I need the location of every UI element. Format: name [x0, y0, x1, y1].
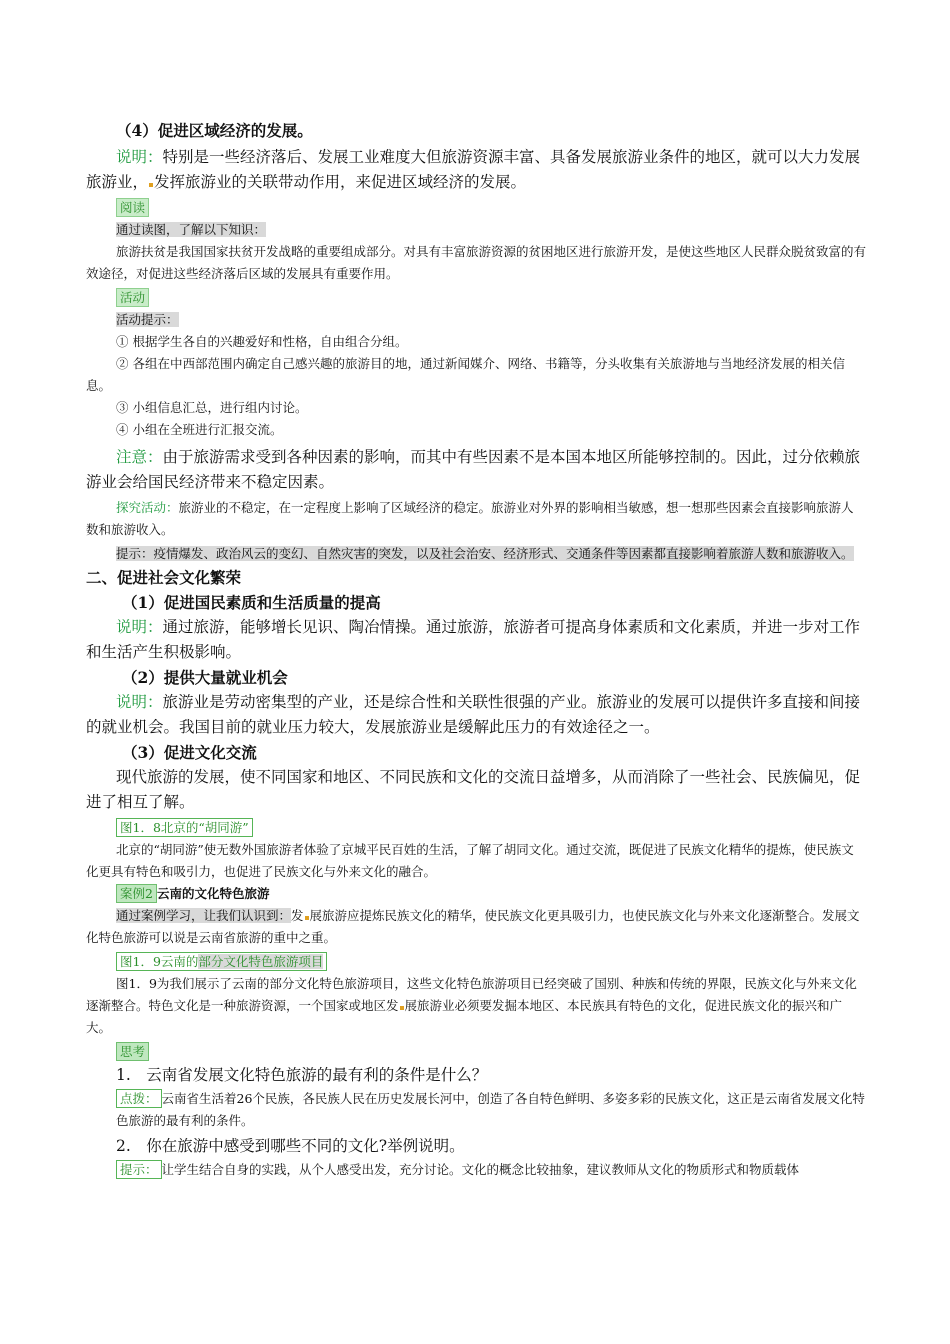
sub-2-text: 旅游业是劳动密集型的产业，还是综合性和关联性很强的产业。旅游业的发展可以提供许多直接和间接的就业机会。我国目前的就业压力较大，发展旅游业是缓解此压力的有效途径之一。	[86, 693, 861, 736]
sub-1-title: （1）促进国民素质和生活质量的提高	[122, 593, 381, 612]
question-1-answer-text: 云南省生活着26个民族，各民族人民在历史发展长河中，创造了各自特色鲜明、多姿多彩的民族文化，这正是云南省发展文化特色旅游的最有利的条件。	[116, 1091, 865, 1128]
activity-hint: 活动提示：	[116, 312, 179, 327]
section-4-title: （4）促进区域经济的发展。	[116, 121, 313, 140]
activity-hint-line	[86, 309, 866, 331]
think-tag: 思考	[116, 1042, 149, 1061]
sub-3-title: （3）促进文化交流	[122, 743, 257, 762]
figure-1-9-caption	[86, 951, 866, 973]
figure-1-8-caption	[86, 817, 866, 839]
sub-2-paragraph	[86, 690, 866, 740]
case-2-header	[86, 883, 866, 905]
note-paragraph-1	[86, 145, 866, 195]
sub-1-paragraph	[86, 615, 866, 665]
part-2-title: 二、促进社会文化繁荣	[86, 568, 242, 587]
read-text: 旅游扶贫是我国国家扶贫开发战略的重要组成部分。对具有丰富旅游资源的贫困地区进行旅游开发，是使这些地区人民群众脱贫致富的有效途径，对促进这些经济落后区域的发展具有重要作用。	[86, 244, 867, 281]
case-2-tag: 案例2	[116, 884, 157, 903]
sub-2-title: （2）提供大量就业机会	[122, 668, 288, 687]
sub-2-label: 说明：	[116, 693, 163, 711]
sub-3-paragraph: 现代旅游的发展，使不同国家和地区、不同民族和文化的交流日益增多，从而消除了一些社会、民族偏见，促进了相互了解。	[86, 768, 861, 811]
figure-1-9-tag	[116, 952, 327, 971]
explore-text: 旅游业的不稳定，在一定程度上影响了区域经济的稳定。旅游业对外界的影响相当敏感，想一想那些因素会直接影响旅游人数和旅游收入。	[86, 500, 854, 537]
question-2-answer-text: 让学生结合自身的实践，从个人感受出发，充分讨论。文化的概念比较抽象，建议教师从文化的物质形式和物质载体	[161, 1162, 800, 1177]
document-page	[86, 118, 866, 1181]
case-2-text-a: 发	[291, 908, 304, 923]
activity-block	[86, 287, 866, 309]
comment-marker-icon	[400, 1006, 404, 1010]
note-label: 说明：	[116, 148, 163, 166]
attention-paragraph	[86, 445, 866, 495]
explore-label: 探究活动：	[116, 500, 179, 515]
read-intro: 通过读图，了解以下知识：	[116, 222, 267, 237]
explore-paragraph	[86, 497, 866, 541]
figure-1-9-text-a: 图1．9为我们展示了云南的部分文化特色旅游项目，这些文化特色旅游项目已经突破了国别、种族和传统的界限，民族文化与外来文化逐渐整合。特色文化是一种旅游资源，一个国家或地区发	[86, 976, 857, 1013]
activity-item-3: ③ 小组信息汇总，进行组内讨论。	[116, 400, 308, 415]
case-2-text-b: 展旅游应提炼民族文化的精华，使民族文化更具吸引力，也使民族文化与外来文化逐渐整合。发展文化特色旅游可以说是云南省旅游的重中之重。	[86, 908, 860, 945]
sub-1-label: 说明：	[116, 618, 163, 636]
question-1-answer	[86, 1088, 866, 1132]
comment-marker-icon	[305, 916, 309, 920]
activity-item-2: ② 各组在中西部范围内确定自己感兴趣的旅游目的地，通过新闻媒介、网络、书籍等，分头收集有关旅游地与当地经济发展的相关信息。	[86, 356, 845, 393]
figure-1-9-text-b: 展旅游业必须要发掘本地区、本民族具有特色的文化，促进民族文化的振兴和广大。	[86, 998, 843, 1035]
activity-tag: 活动	[116, 288, 149, 307]
figure-1-9-tag-b: 部分文化特色旅游项目	[198, 954, 324, 969]
note-text-b: 发挥旅游业的关联带动作用，来促进区域经济的发展。	[154, 173, 527, 191]
question-2-answer	[86, 1159, 866, 1181]
note-text-a: 特别是一些经济落后、发展工业难度大但旅游资源丰富、具备发展旅游业条件的地区，就可以大力发展旅游业，	[86, 148, 861, 191]
figure-1-9-tag-a: 图1．9云南的	[120, 954, 199, 969]
figure-1-8-text: 北京的“胡同游”使无数外国旅游者体验了京城平民百姓的生活，了解了胡同文化。通过交流，既促进了民族文化精华的提炼，使民族文化更具有特色和吸引力，也促进了民族文化与外来文化的融合。	[86, 842, 854, 879]
read-tag: 阅读	[116, 198, 149, 217]
attention-label: 注意：	[116, 448, 163, 466]
read-intro-line	[86, 219, 866, 241]
activity-item-1: ① 根据学生各自的兴趣爱好和性格，自由组合分组。	[116, 334, 408, 349]
read-block	[86, 197, 866, 219]
question-2-tag: 提示：	[116, 1160, 162, 1179]
explore-hint-paragraph	[86, 543, 866, 565]
question-1: 1. 云南省发展文化特色旅游的最有利的条件是什么？	[116, 1066, 488, 1084]
explore-hint: 提示：疫情爆发、政治风云的变幻、自然灾害的突发，以及社会治安、经济形式、交通条件等因素都直接影响着旅游人数和旅游收入。	[116, 546, 854, 561]
case-2-intro: 通过案例学习，让我们认识到：	[116, 908, 292, 923]
question-2: 2. 你在旅游中感受到哪些不同的文化?举例说明。	[116, 1137, 465, 1155]
case-2-title: 云南的文化特色旅游	[156, 886, 270, 901]
figure-1-9-paragraph	[86, 973, 866, 1039]
attention-text: 由于旅游需求受到各种因素的影响，而其中有些因素不是本国本地区所能够控制的。因此，过分依赖旅游业会给国民经济带来不稳定因素。	[86, 448, 861, 491]
sub-1-text: 通过旅游，能够增长见识、陶冶情操。通过旅游，旅游者可提高身体素质和文化素质，并进一步对工作和生活产生积极影响。	[86, 618, 861, 661]
case-2-paragraph	[86, 905, 866, 949]
question-1-tag: 点拨：	[116, 1089, 162, 1108]
activity-item-4: ④ 小组在全班进行汇报交流。	[116, 422, 283, 437]
think-block	[86, 1041, 866, 1063]
comment-marker-icon	[149, 183, 153, 187]
figure-1-8-tag: 图1．8北京的“胡同游”	[116, 818, 253, 837]
